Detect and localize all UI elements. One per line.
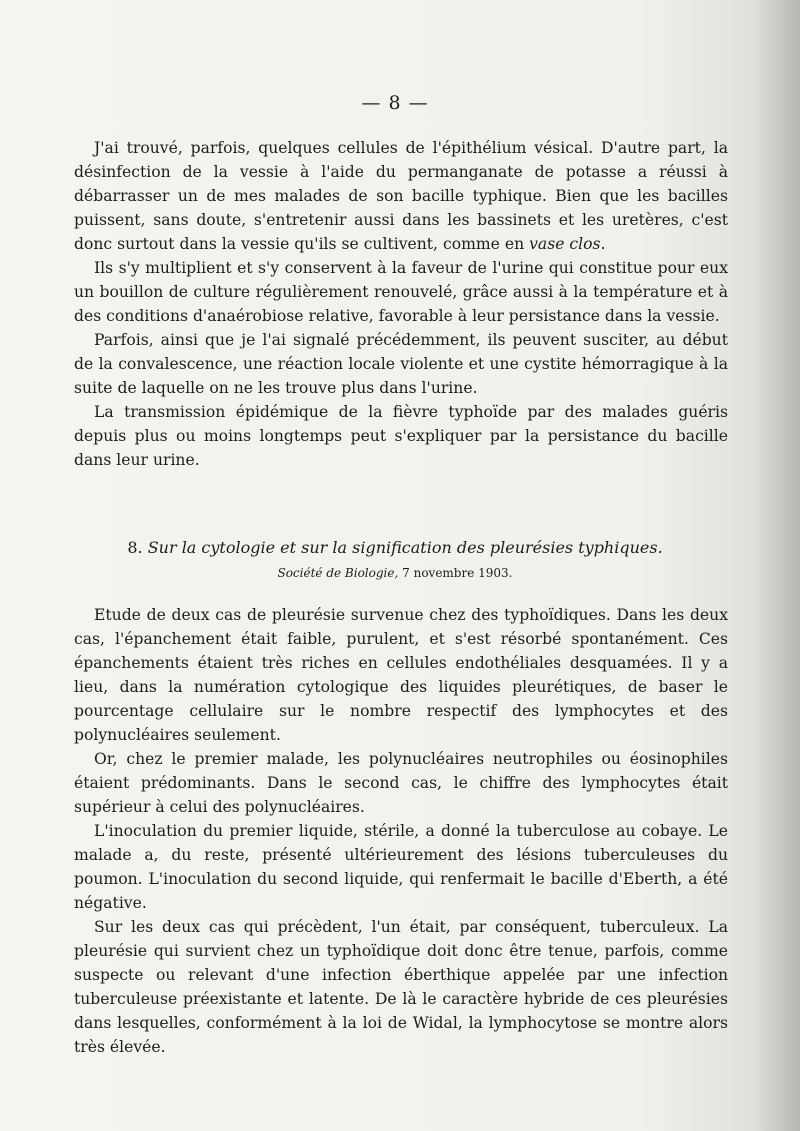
paragraph-text: J'ai trouvé, parfois, quelques cellules de l'épithélium vésical. D'autre part, la désinfection de la vessie à l'aide du permanganate de potasse a réussi à débarrasser un de mes malades de son bacille typhique. Bien que les bacilles puissent, sans doute, s'entretenir aussi dans les bassinets et les uretères, c'est donc surtout dans la vessie qu'ils se cultivent, comme en (74, 139, 728, 253)
source-date: 7 novembre 1903. (402, 566, 513, 580)
paragraph: Ils s'y multiplient et s'y conservent à la faveur de l'urine qui constitue pour eux un bouillon de culture régulièrement renouvelé, grâce aussi à la température et à des conditions d'anaérobiose relative, favorable à leur persistance dans la vessie. (74, 259, 728, 325)
paragraph: Parfois, ainsi que je l'ai signalé précédemment, ils peuvent susciter, au début de la convalescence, une réaction locale violente et une cystite hémorragique à la suite de laquelle on ne les trouve plus dans l'urine. (74, 331, 728, 397)
section-number: 8. (127, 538, 143, 557)
intro-text-block (74, 136, 728, 472)
paragraph: Or, chez le premier malade, les polynucléaires neutrophiles ou éosinophiles étaient prédominants. Dans le second cas, le chiffre des lymphocytes était supérieur à celui des polynucléaires. (74, 750, 728, 816)
section-title-text: Sur la cytologie et sur la signification des pleurésies typhiques. (147, 538, 663, 557)
paragraph (74, 136, 728, 256)
paragraph: Sur les deux cas qui précèdent, l'un était, par conséquent, tuberculeux. La pleurésie qui survient chez un typhoïdique doit donc être tenue, parfois, comme suspecte ou relevant d'une infection éberthique appelée par une infection tuberculeuse préexistante et latente. De là le caractère hybride de ces pleurésies dans lesquelles, conformément à la loi de Widal, la lymphocytose se montre alors très élevée. (74, 918, 728, 1056)
paragraph: La transmission épidémique de la fièvre typhoïde par des malades guéris depuis plus ou moins longtemps peut s'expliquer par la persistance du bacille dans leur urine. (74, 403, 728, 469)
source-society: Société de Biologie, (277, 566, 399, 580)
section-text-block (74, 603, 728, 1059)
section-source (0, 566, 790, 580)
paragraph: Etude de deux cas de pleurésie survenue chez des typhoïdiques. Dans les deux cas, l'épanchement était faible, purulent, et s'est résorbé spontanément. Ces épanchements étaient très riches en cellules endothéliales desquamées. Il y a lieu, dans la numération cytologique des liquides pleurétiques, de baser le pourcentage cellulaire sur le nombre respectif des lymphocytes et des polynucléaires seulement. (74, 606, 728, 744)
italic-phrase: vase clos (529, 235, 601, 253)
paragraph-end: . (600, 235, 606, 253)
page-number: — 8 — (361, 92, 429, 114)
section-heading (0, 538, 790, 557)
paragraph: L'inoculation du premier liquide, stérile, a donné la tuberculose au cobaye. Le malade a, du reste, présenté ultérieurement des lésions tuberculeuses du poumon. L'inoculation du second liquide, qui renfermait le bacille d'Eberth, a été négative. (74, 822, 728, 912)
